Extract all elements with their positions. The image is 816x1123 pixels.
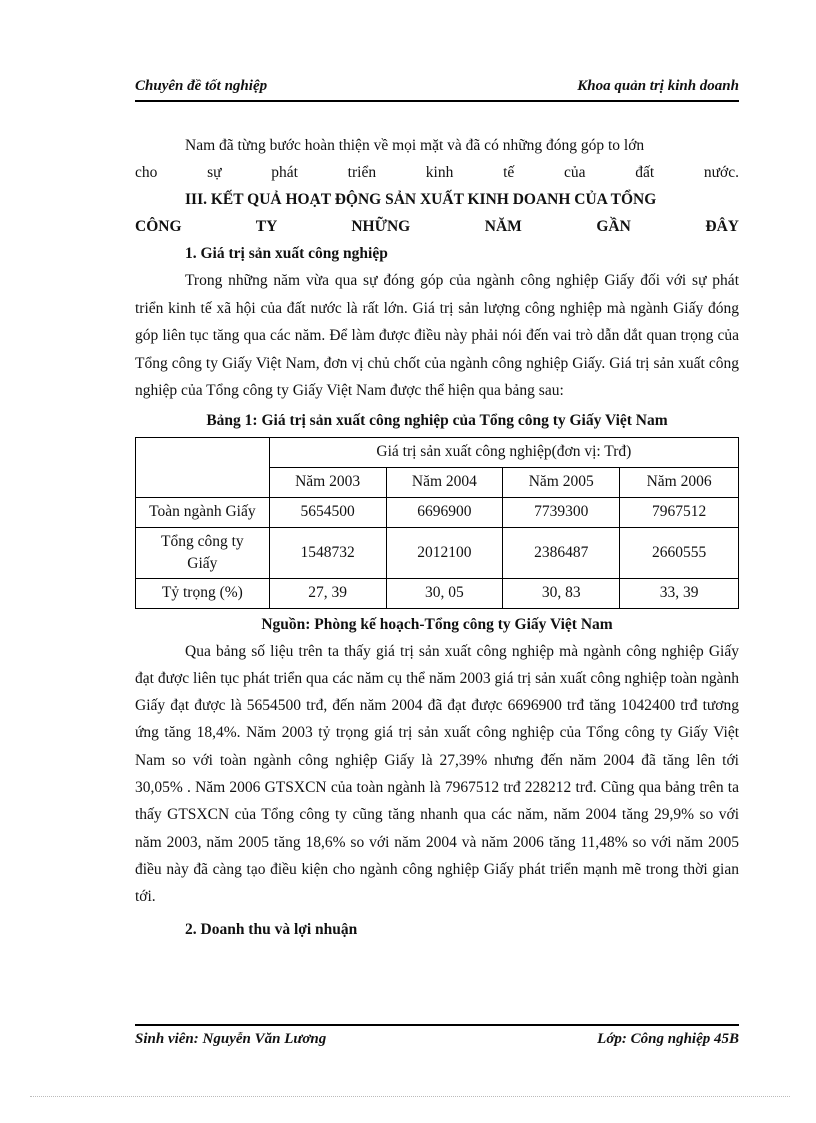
table-cell: 7967512 <box>620 497 739 527</box>
table-source: Nguồn: Phòng kế hoạch-Tổng công ty Giấy Việt Nam <box>261 615 613 633</box>
table-cell: 2012100 <box>386 527 503 578</box>
table-row <box>136 527 739 578</box>
page-footer <box>135 1024 739 1052</box>
table-cell: 6696900 <box>386 497 503 527</box>
header-left-title: Chuyên đề tốt nghiệp <box>135 78 268 94</box>
table-cell: 7739300 <box>503 497 620 527</box>
page-header <box>135 78 739 102</box>
section-heading-line-1: III. KẾT QUẢ HOẠT ĐỘNG SẢN XUẤT KINH DOANH CỦA TỔNG <box>185 191 657 208</box>
table-cell: 1548732 <box>269 527 386 578</box>
row-label-line-2: Giấy <box>187 554 218 572</box>
row-label <box>136 527 270 578</box>
year-header: Năm 2003 <box>269 467 386 497</box>
header-right-title: Khoa quản trị kinh doanh <box>577 78 739 94</box>
table-cell: 5654500 <box>269 497 386 527</box>
table-group-header: Giá trị sản xuất công nghiệp(đơn vị: Trđ) <box>269 437 738 467</box>
footer-student: Sinh viên: Nguyễn Văn Lương <box>135 1031 327 1047</box>
subsection-1-heading: 1. Giá trị sản xuất công nghiệp <box>185 245 388 262</box>
intro-line-2: cho sự phát triển kinh tế của đất nước. <box>135 164 739 181</box>
analysis-paragraph: Qua bảng số liệu trên ta thấy giá trị sản xuất công nghiệp mà ngành công nghiệp Giấy đạt được liên tục phát triển qua các năm cụ thể năm 2003 giá trị sản xuất công nghiệp toàn ngành Giấy đạt được là 5654500 trđ, đến năm 2004 đã đạt được 6696900 trđ tăng 1042400 trđ tương ứng tăng 18,4%. Năm 2003 tỷ trọng giá trị sản xuất công nghiệp của Tổng công ty Giấy Việt Nam so với toàn ngành công nghiệp Giấy là 27,39% nhưng đến năm 2004 đã tăng lên tới 30,05% . Năm 2006 GTSXCN của toàn ngành là 7967512 trđ 228212 trđ. Cũng qua bảng trên ta thấy GTSXCN của Tổng công ty cũng tăng nhanh qua các năm, năm 2004 tăng 29,9% so với năm 2003, năm 2005 tăng 18,6% so với năm 2004 và năm 2006 tăng 11,48% so với năm 2005 điều này đã càng tạo điều kiện cho ngành công nghiệp Giấy phát triển mạnh mẽ trong thời gian tới. <box>135 642 739 906</box>
table-cell: 2386487 <box>503 527 620 578</box>
table-corner-cell <box>136 437 270 497</box>
year-header: Năm 2004 <box>386 467 503 497</box>
table-cell: 30, 83 <box>503 578 620 608</box>
table-cell: 33, 39 <box>620 578 739 608</box>
row-label-line-1: Tổng công ty <box>161 532 244 550</box>
page-content <box>135 132 739 943</box>
section-heading-line-2: CÔNG TY NHỮNG NĂM GẦN ĐÂY <box>135 218 739 235</box>
table-row <box>136 497 739 527</box>
table-cell: 2660555 <box>620 527 739 578</box>
industrial-output-table <box>135 437 739 609</box>
table-caption: Bảng 1: Giá trị sản xuất công nghiệp của Tổng công ty Giấy Việt Nam <box>206 411 668 429</box>
year-header: Năm 2006 <box>620 467 739 497</box>
footer-class: Lớp: Công nghiệp 45B <box>597 1031 739 1047</box>
table-cell: 30, 05 <box>386 578 503 608</box>
page-boundary-line <box>30 1096 790 1097</box>
table-cell: 27, 39 <box>269 578 386 608</box>
intro-line-1: Nam đã từng bước hoàn thiện về mọi mặt và đã có những đóng góp to lớn <box>185 137 645 154</box>
table-header-row <box>136 437 739 467</box>
table-row <box>136 578 739 608</box>
subsection-1-paragraph: Trong những năm vừa qua sự đóng góp của ngành công nghiệp Giấy đối với sự phát triển kinh tế xã hội của đất nước là rất lớn. Giá trị sản lượng công nghiệp mà ngành Giấy đóng góp liên tục tăng qua các năm. Để làm được điều này phải nói đến vai trò dẫn dắt quan trọng của Tổng công ty Giấy Việt Nam, đơn vị chủ chốt của ngành công nghiệp Giấy. Giá trị sản xuất công nghiệp của Tổng công ty Giấy Việt Nam được thể hiện qua bảng sau: <box>135 272 739 399</box>
subsection-2-heading: 2. Doanh thu và lợi nhuận <box>185 921 358 939</box>
row-label: Toàn ngành Giấy <box>136 497 270 527</box>
year-header: Năm 2005 <box>503 467 620 497</box>
row-label: Tỷ trọng (%) <box>136 578 270 608</box>
